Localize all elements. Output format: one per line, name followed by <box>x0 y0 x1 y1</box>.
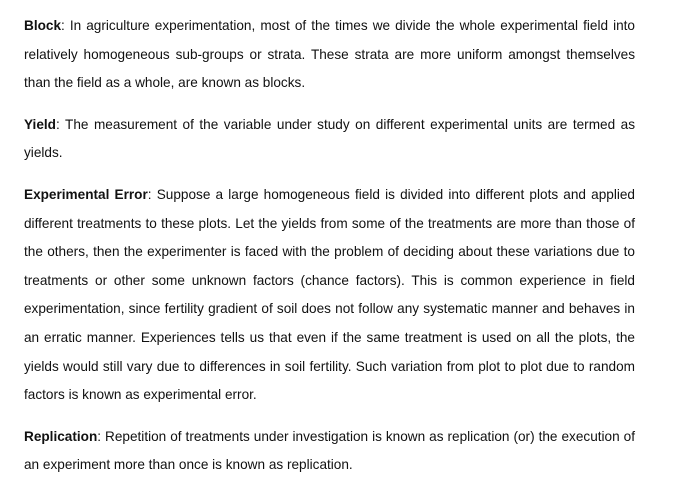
paragraph-experimental-error <box>24 181 635 410</box>
term-experimental-error: Experimental Error <box>24 186 148 202</box>
paragraph-yield <box>24 111 635 168</box>
term-block: Block <box>24 18 62 33</box>
definition-replication: : Repetition of treatments under investigation is known as replication (or) the execution of an experiment more than once is known as replication. <box>24 428 635 473</box>
document-page <box>24 12 635 493</box>
definition-yield: : The measurement of the variable under study on different experimental units are termed as yields. <box>24 116 635 161</box>
definition-block: : In agriculture experimentation, most of the times we divide the whole experimental field into relatively homogeneous sub-groups or strata. These strata are more uniform amongst themselves than the field as a whole, are known as blocks. <box>24 18 635 91</box>
term-yield: Yield <box>24 116 56 132</box>
paragraph-replication <box>24 423 635 480</box>
definition-experimental-error: : Suppose a large homogeneous field is divided into different plots and applied different treatments to these plots. Let the yields from some of the treatments are more than those of the others, then the experimenter is faced with the problem of deciding about these variations due to treatments or other some unknown factors (chance factors). This is common experience in field experimentation, since fertility gradient of soil does not follow any systematic manner and behaves in an erratic manner. Experiences tells us that even if the same treatment is used on all the plots, the yields would still vary due to differences in soil fertility. Such variation from plot to plot due to random factors is known as experimental error. <box>24 186 635 403</box>
term-replication: Replication <box>24 428 98 444</box>
paragraph-block <box>24 12 635 98</box>
